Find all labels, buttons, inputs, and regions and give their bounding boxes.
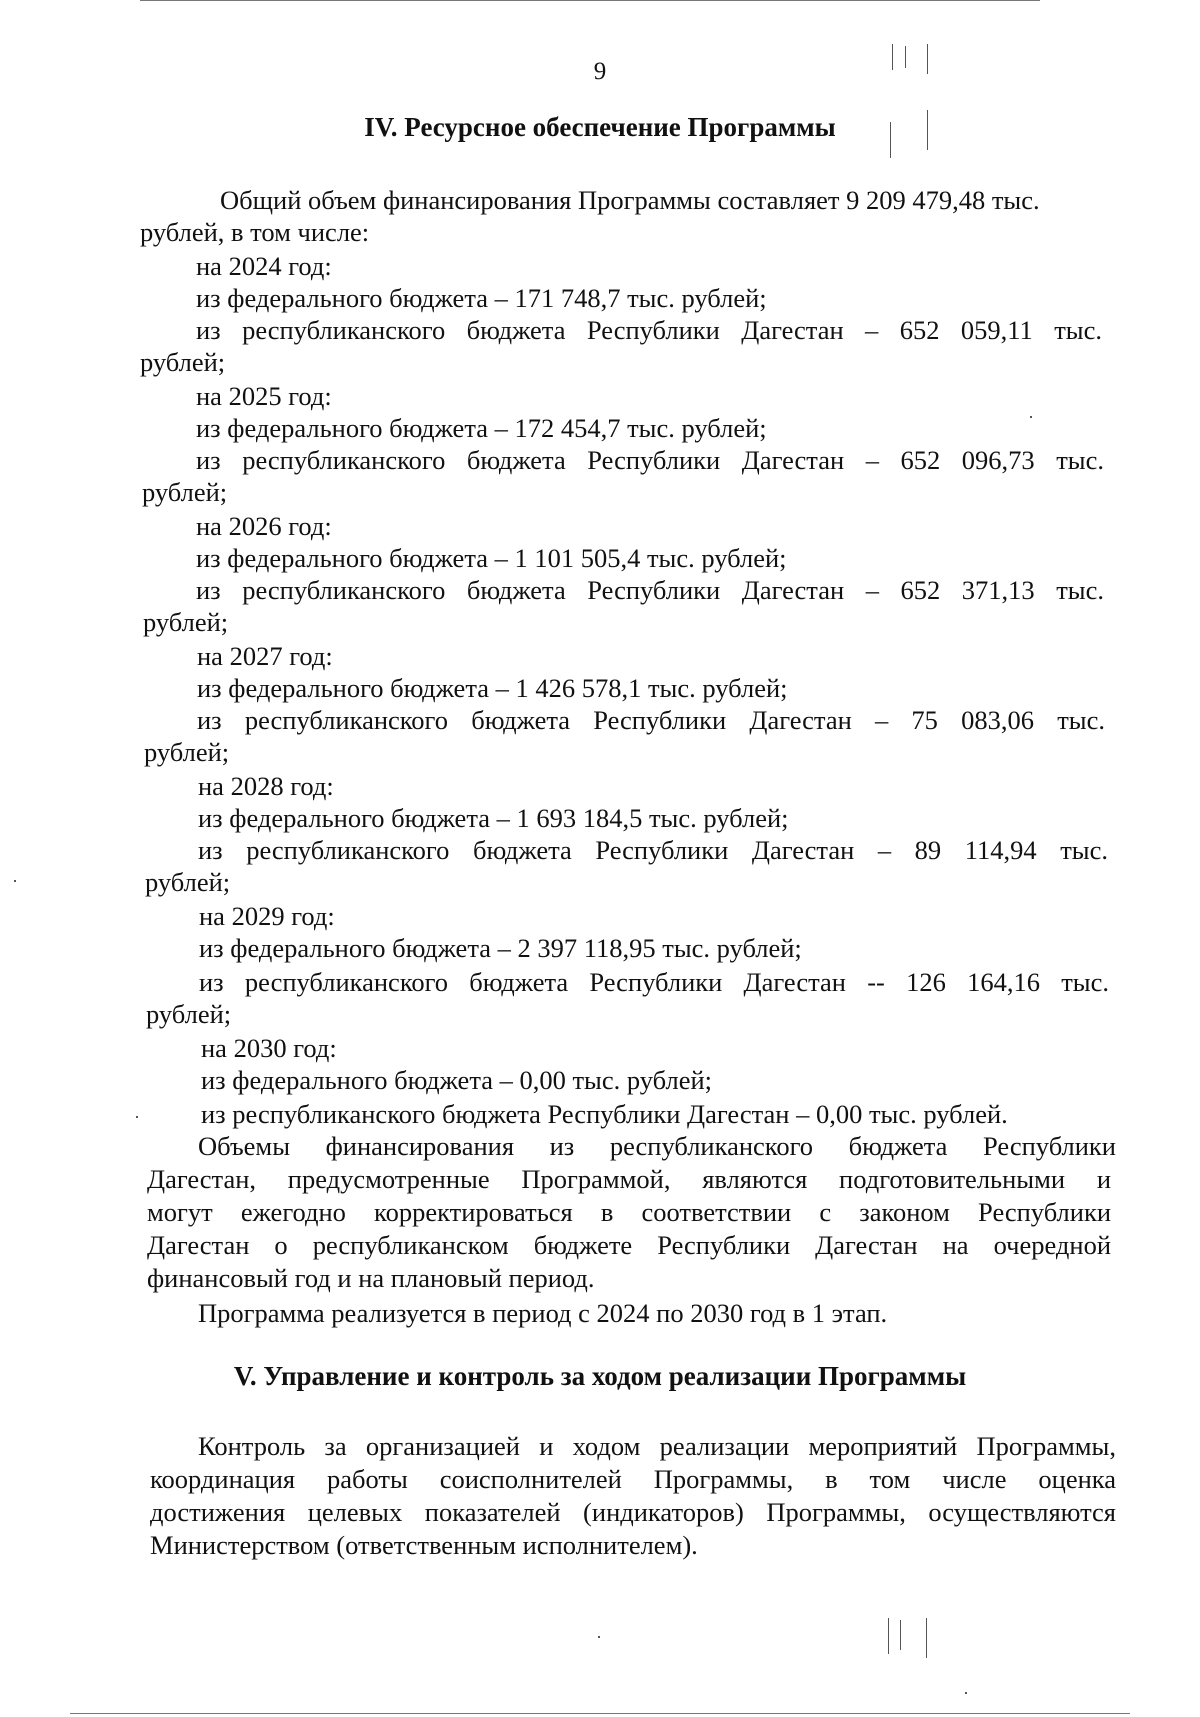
paragraph-line: Министерством (ответственным исполнителем). <box>150 1530 698 1560</box>
paragraph-line: Объемы финансирования из республиканского бюджета Республики <box>198 1131 1116 1161</box>
paragraph-line: достижения целевых показателей (индикаторов) Программы, осуществляются <box>150 1497 1116 1527</box>
page-number: 9 <box>593 58 607 85</box>
republic-line: из республиканского бюджета Республики Дагестан – 75 083,06 тыс. <box>197 705 1105 735</box>
federal-line: из федерального бюджета – 1 693 184,5 тыс. рублей; <box>198 803 789 833</box>
federal-line: из федерального бюджета – 171 748,7 тыс. рублей; <box>196 283 767 313</box>
scan-speck <box>900 1620 901 1650</box>
republic-line-cont: рублей; <box>145 867 231 897</box>
year-label: на 2026 год: <box>196 511 332 541</box>
republic-line: из республиканского бюджета Республики Дагестан – 652 096,73 тыс. <box>196 445 1104 475</box>
federal-line: из федерального бюджета – 1 426 578,1 тыс. рублей; <box>197 673 788 703</box>
republic-line: из республиканского бюджета Республики Дагестан – 652 059,11 тыс. <box>196 315 1102 345</box>
republic-line-cont: рублей; <box>144 737 230 767</box>
scan-speck <box>888 1618 889 1654</box>
year-label: на 2025 год: <box>196 381 332 411</box>
year-label: на 2029 год: <box>199 901 335 931</box>
republic-line: из республиканского бюджета Республики Дагестан – 652 371,13 тыс. <box>196 575 1104 605</box>
paragraph-line: финансовый год и на плановый период. <box>147 1263 595 1293</box>
scan-speck <box>1030 416 1032 418</box>
scan-edge-line <box>70 1713 1130 1714</box>
scan-edge-line <box>140 0 1040 1</box>
year-label: на 2024 год: <box>196 251 332 281</box>
year-label: на 2028 год: <box>198 771 334 801</box>
republic-line-cont: рублей; <box>140 347 226 377</box>
scan-speck <box>927 44 928 74</box>
intro-line: рублей, в том числе: <box>140 217 370 247</box>
paragraph-line: Контроль за организацией и ходом реализации мероприятий Программы, <box>198 1431 1116 1461</box>
paragraph-line: Дагестан, предусмотренные Программой, являются подготовительными и <box>147 1164 1111 1194</box>
federal-line: из федерального бюджета – 1 101 505,4 тыс. рублей; <box>196 543 787 573</box>
republic-line-cont: рублей; <box>142 477 228 507</box>
section-5-heading: V. Управление и контроль за ходом реализации Программы <box>233 1361 967 1391</box>
federal-line: из федерального бюджета – 172 454,7 тыс. рублей; <box>196 413 767 443</box>
section-4-heading: IV. Ресурсное обеспечение Программы <box>364 112 836 142</box>
scan-speck <box>905 46 906 68</box>
period-line: Программа реализуется в период с 2024 по 2030 год в 1 этап. <box>198 1298 888 1328</box>
republic-line-cont: рублей; <box>143 607 229 637</box>
scan-speck <box>890 122 891 158</box>
scan-speck <box>926 1618 927 1658</box>
scan-speck <box>598 1636 600 1638</box>
republic-line: из республиканского бюджета Республики Дагестан – 0,00 тыс. рублей. <box>201 1099 1008 1129</box>
federal-line: из федерального бюджета – 0,00 тыс. рублей; <box>201 1065 713 1095</box>
year-label: на 2030 год: <box>201 1033 337 1063</box>
paragraph-line: координация работы соисполнителей Программы, в том числе оценка <box>150 1464 1116 1494</box>
scan-speck <box>136 1116 138 1118</box>
scan-speck <box>14 880 16 882</box>
republic-line: из республиканского бюджета Республики Дагестан – 89 114,94 тыс. <box>198 835 1108 865</box>
year-label: на 2027 год: <box>197 641 333 671</box>
republic-line: из республиканского бюджета Республики Дагестан -- 126 164,16 тыс. <box>199 967 1109 997</box>
republic-line-cont: рублей; <box>146 999 232 1029</box>
federal-line: из федерального бюджета – 2 397 118,95 тыс. рублей; <box>199 933 802 963</box>
intro-line: Общий объем финансирования Программы составляет 9 209 479,48 тыс. <box>220 185 1040 215</box>
paragraph-line: могут ежегодно корректироваться в соответствии с законом Республики <box>147 1197 1111 1227</box>
scan-speck <box>892 44 893 70</box>
scan-speck <box>927 110 928 150</box>
paragraph-line: Дагестан о республиканском бюджете Республики Дагестан на очередной <box>147 1230 1111 1260</box>
scan-speck <box>965 1692 967 1694</box>
